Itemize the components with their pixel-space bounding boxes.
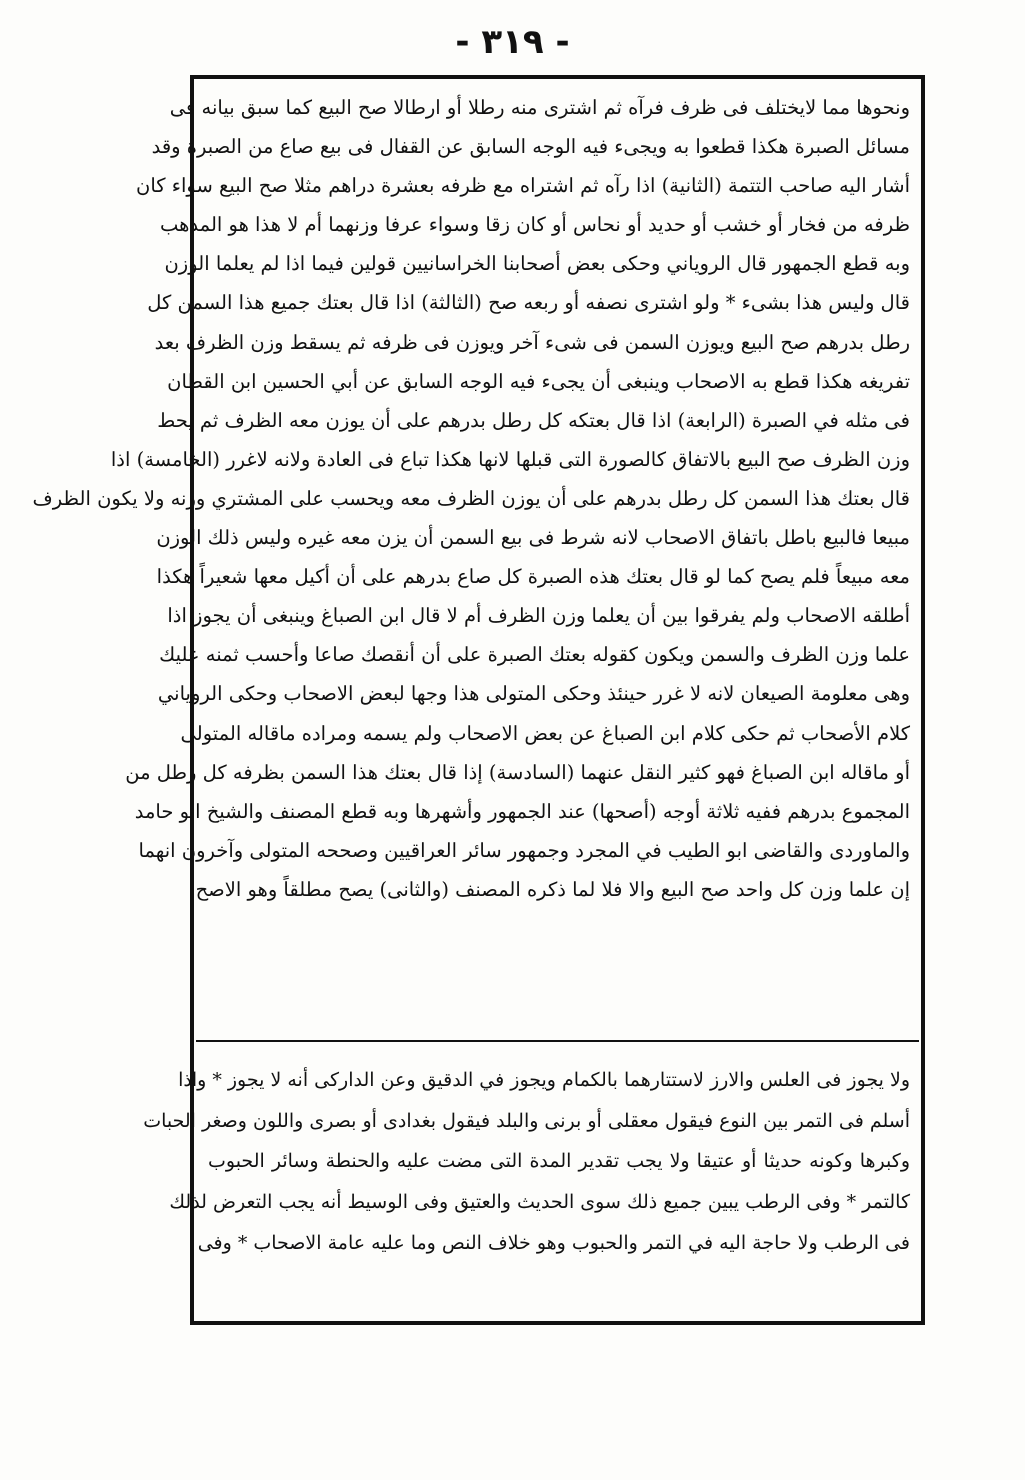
text-line: قال وليس هذا بشىء * ولو اشترى نصفه أو ربعه صح (الثالثة) اذا قال بعتك جميع هذا السمن كل xyxy=(147,291,910,315)
text-line: المجموع بدرهم ففيه ثلاثة أوجه (أصحها) عند الجمهور وأشهرها وبه قطع المصنف والشيخ ابو حامد xyxy=(134,799,910,823)
footnote-line: كالتمر * وفى الرطب يبين جميع ذلك سوى الحديث والعتيق وفى الوسيط أنه يجب التعرض لذلك xyxy=(169,1191,910,1214)
text-line: علما وزن الظرف والسمن ويكون كقوله بعتك الصبرة على أن أنقصك صاعا وأحسب ثمنه عليك xyxy=(159,643,910,667)
text-line: وزن الظرف صح البيع بالاتفاق كالصورة التى قبلها لانها هكذا تباع فى العادة ولانه لاغرر (الخامسة) اذا xyxy=(110,447,910,471)
footnote-line: وكبرها وكونه حديثا أو عتيقا ولا يجب تقدير المدة التى مضت عليه والحنطة وسائر الحبوب xyxy=(208,1150,910,1173)
text-line: تفريغه هكذا قطع به الاصحاب وينبغى أن يجىء فيه الوجه السابق عن أبي الحسين ابن القطان xyxy=(167,369,910,393)
text-line: قال بعتك هذا السمن كل رطل بدرهم على أن يوزن الظرف معه ويحسب على المشتري وزنه ولا يكون الظرف xyxy=(32,486,910,510)
text-line: كلام الأصحاب ثم حكى كلام ابن الصباغ عن بعض الاصحاب ولم يسمه ومراده ماقاله المتولى xyxy=(180,721,910,745)
footnote-text-block xyxy=(143,1060,922,1263)
text-line: فى مثله في الصبرة (الرابعة) اذا قال بعتكه كل رطل بدرهم على أن يوزن معه الظرف ثم يحط xyxy=(157,408,910,432)
text-line: ظرفه من فخار أو خشب أو حديد أو نحاس أو كان زقا وسواء عرفا وزنهما أم لا هذا هو المذهب xyxy=(160,213,910,237)
main-text-block xyxy=(32,88,922,909)
page-number: - ٣١٩ - xyxy=(455,22,570,62)
text-line: إن علما وزن كل واحد صح البيع والا فلا لما ذكره المصنف (والثانى) يصح مطلقاً وهو الاصح xyxy=(195,877,910,901)
text-line: رطل بدرهم صح البيع ويوزن السمن فى شىء آخر ويوزن فى ظرفه ثم يسقط وزن الظرف بعد xyxy=(154,330,910,354)
text-line: معه مبيعاً فلم يصح كما لو قال بعتك هذه الصبرة كل صاع بدرهم على أن أكيل معها شعيراً هكذا xyxy=(156,565,910,589)
text-line: وهى معلومة الصيعان لانه لا غرر حينئذ وحكى المتولى هذا وجها لبعض الاصحاب وحكى الروياني xyxy=(157,682,910,706)
text-line: أشار اليه صاحب التتمة (الثانية) اذا رآه ثم اشتراه مع ظرفه بعشرة دراهم مثلا صح البيع سواء كان xyxy=(136,174,910,198)
footnote-line: أسلم فى التمر بين النوع فيقول معقلى أو برنى والبلد فيقول بغدادى أو بصرى واللون وصغر الحبات xyxy=(143,1109,910,1132)
footnote-line: فى الرطب ولا حاجة اليه في التمر والحبوب وهو خلاف النص وما عليه عامة الاصحاب * وفى xyxy=(197,1231,910,1254)
text-line: مبيعا فالبيع باطل باتفاق الاصحاب لانه شرط فى بيع السمن أن يزن معه غيره وليس ذلك الوزن xyxy=(156,526,910,550)
footnote-separator xyxy=(196,1040,919,1042)
text-line: أطلقه الاصحاب ولم يفرقوا بين أن يعلما وزن الظرف أم لا قال ابن الصباغ وينبغى أن يجوز اذا xyxy=(167,604,910,628)
text-line: والماوردى والقاضى ابو الطيب في المجرد وجمهور سائر العراقيين وصححه المتولى وآخرون انهما xyxy=(138,838,910,862)
text-line: وبه قطع الجمهور قال الروياني وحكى بعض أصحابنا الخراسانيين قولين فيما اذا لم يعلما الوزن xyxy=(164,252,910,276)
footnote-line: ولا يجوز فى العلس والارز لاستتارهما بالكمام ويجوز في الدقيق وعن الداركى أنه لا يجوز * واذا xyxy=(178,1069,910,1091)
text-line: أو ماقاله ابن الصباغ فهو كثير النقل عنهما (السادسة) إذا قال بعتك هذا السمن بظرفه كل رطل من xyxy=(125,760,910,784)
text-line: ونحوها مما لايختلف فى ظرف فرآه ثم اشترى منه رطلا أو ارطالا صح البيع كما سبق بيانه فى xyxy=(169,96,910,119)
text-line: مسائل الصبرة هكذا قطعوا به ويجىء فيه الوجه السابق عن القفال فى بيع صاع من الصبرة وقد xyxy=(151,135,910,159)
